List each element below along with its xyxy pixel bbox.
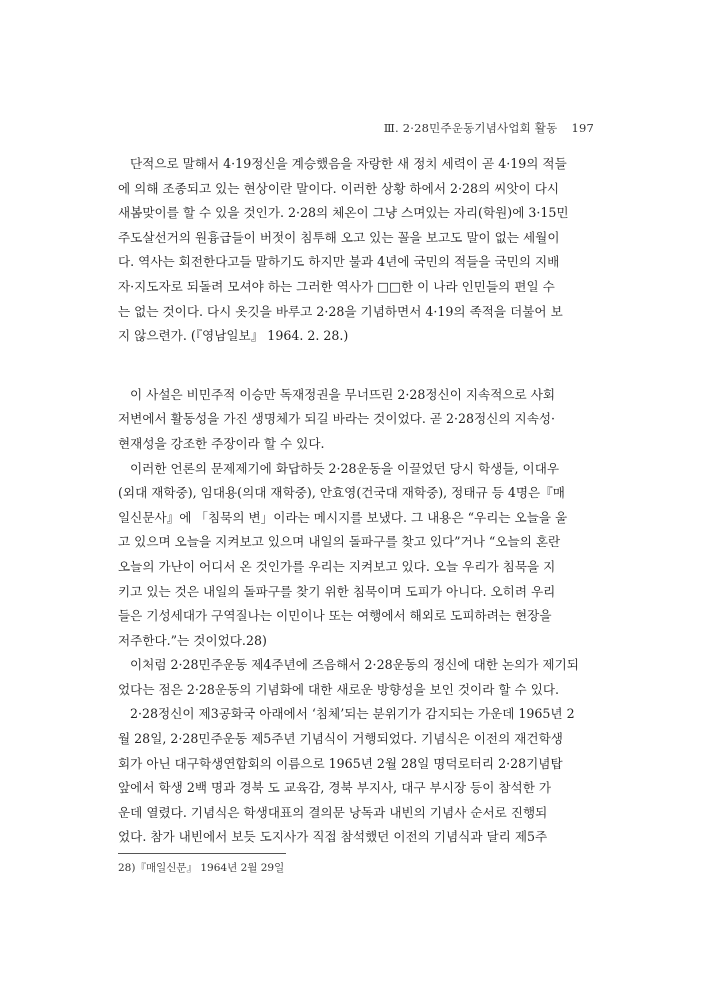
footnote: 28)『매일신문』 1964년 2월 29일 (118, 862, 285, 874)
text-line: 었다는 점은 2·28운동의 기념화에 대한 새로운 방향성을 보인 것이라 할 수 있다. (118, 681, 560, 697)
text-line: 저주한다.”는 것이었다.28) (118, 632, 267, 648)
page-number: 197 (571, 121, 594, 135)
text-line: 었다. 참가 내빈에서 보듯 도지사가 직접 참석했던 이전의 기념식과 달리 제5주 (118, 829, 548, 845)
text-line: 회가 아닌 대구학생연합회의 이름으로 1965년 2월 28일 명덕로터리 2·28기념탑 (118, 755, 563, 771)
text-line: 이처럼 2·28민주운동 제4주년에 즈음해서 2·28운동의 정신에 대한 논의가 제기되 (130, 657, 579, 673)
text-line: 저변에서 활동성을 가진 생명체가 되길 바라는 것이었다. 곧 2·28정신의 지속성· (118, 411, 556, 427)
text-line: 2·28정신이 제3공화국 아래에서 ‘침체’되는 분위기가 감지되는 가운데 1965년 2 (130, 706, 575, 722)
text-line: 들은 기성세대가 구역질나는 이민이나 또는 여행에서 해외로 도피하려는 현장을 (118, 608, 552, 624)
text-line: 키고 있는 것은 내일의 돌파구를 찾기 위한 침묵이며 도피가 아니다. 오히려 우리 (118, 583, 556, 599)
text-line: 이러한 언론의 문제제기에 화답하듯 2·28운동을 이끌었던 당시 학생들, 이대우 (130, 460, 560, 476)
text-line: 주도살선거의 원흉급들이 버젓이 침투해 오고 있는 꼴을 보고도 말이 없는 세월이 (118, 229, 560, 245)
text-line: 지 않으련가. (『영남일보』 1964. 2. 28.) (118, 328, 349, 344)
running-header (118, 120, 594, 136)
paragraph-gap (118, 349, 598, 383)
text-line: 월 28일, 2·28민주운동 제5주년 기념식이 거행되었다. 기념식은 이전의 재건학생 (118, 731, 563, 747)
text-line: 이 사설은 비민주적 이승만 독재정권을 무너뜨린 2·28정신이 지속적으로 사회 (130, 386, 556, 402)
text-line: 운데 열렸다. 기념식은 학생대표의 결의문 낭독과 내빈의 기념사 순서로 진행되 (118, 804, 548, 820)
text-line: (외대 재학중), 임대용(의대 재학중), 안효영(건국대 재학중), 정태규 등 4명은『매 (118, 485, 565, 501)
text-line: 새봄맞이를 할 수 있을 것인가. 2·28의 체온이 그냥 스며있는 자리(학원)에 3·15민 (118, 205, 569, 221)
text-line: 일신문사』에 「침묵의 변」이라는 메시지를 보냈다. 그 내용은 “우리는 오늘을 울 (118, 509, 568, 525)
text-line: 현재성을 강조한 주장이라 할 수 있다. (118, 435, 325, 451)
text-line: 에 의해 조종되고 있는 현상이란 말이다. 이러한 상황 하에서 2·28의 씨앗이 다시 (118, 180, 560, 196)
footnote-divider (118, 853, 286, 854)
text-line: 자·지도자로 되돌려 모셔야 하는 그러한 역사가 □□한 이 나라 인민들의 편일 수 (118, 278, 555, 294)
section-title: Ⅲ. 2·28민주운동기념사업회 활동 (383, 121, 558, 135)
text-line: 는 없는 것이다. 다시 옷깃을 바루고 2·28을 기념하면서 4·19의 족적을 더불어 보 (118, 303, 563, 319)
body-text (118, 152, 598, 850)
text-line: 앞에서 학생 2백 명과 경북 도 교육감, 경북 부지사, 대구 부시장 등이 참석한 가 (118, 780, 552, 796)
text-line: 고 있으며 오늘을 지켜보고 있으며 내일의 돌파구를 찾고 있다”거나 “오늘의 혼란 (118, 534, 561, 550)
text-line: 오늘의 가난이 어디서 온 것인가를 우리는 지켜보고 있다. 오늘 우리가 침묵을 지 (118, 558, 556, 574)
text-line: 다. 역사는 회전한다고들 말하기도 하지만 불과 4년에 국민의 적들을 국민의 지배 (118, 254, 560, 270)
text-line: 단적으로 말해서 4·19정신을 계승했음을 자랑한 새 정치 세력이 곧 4·19의 적들 (130, 156, 567, 171)
